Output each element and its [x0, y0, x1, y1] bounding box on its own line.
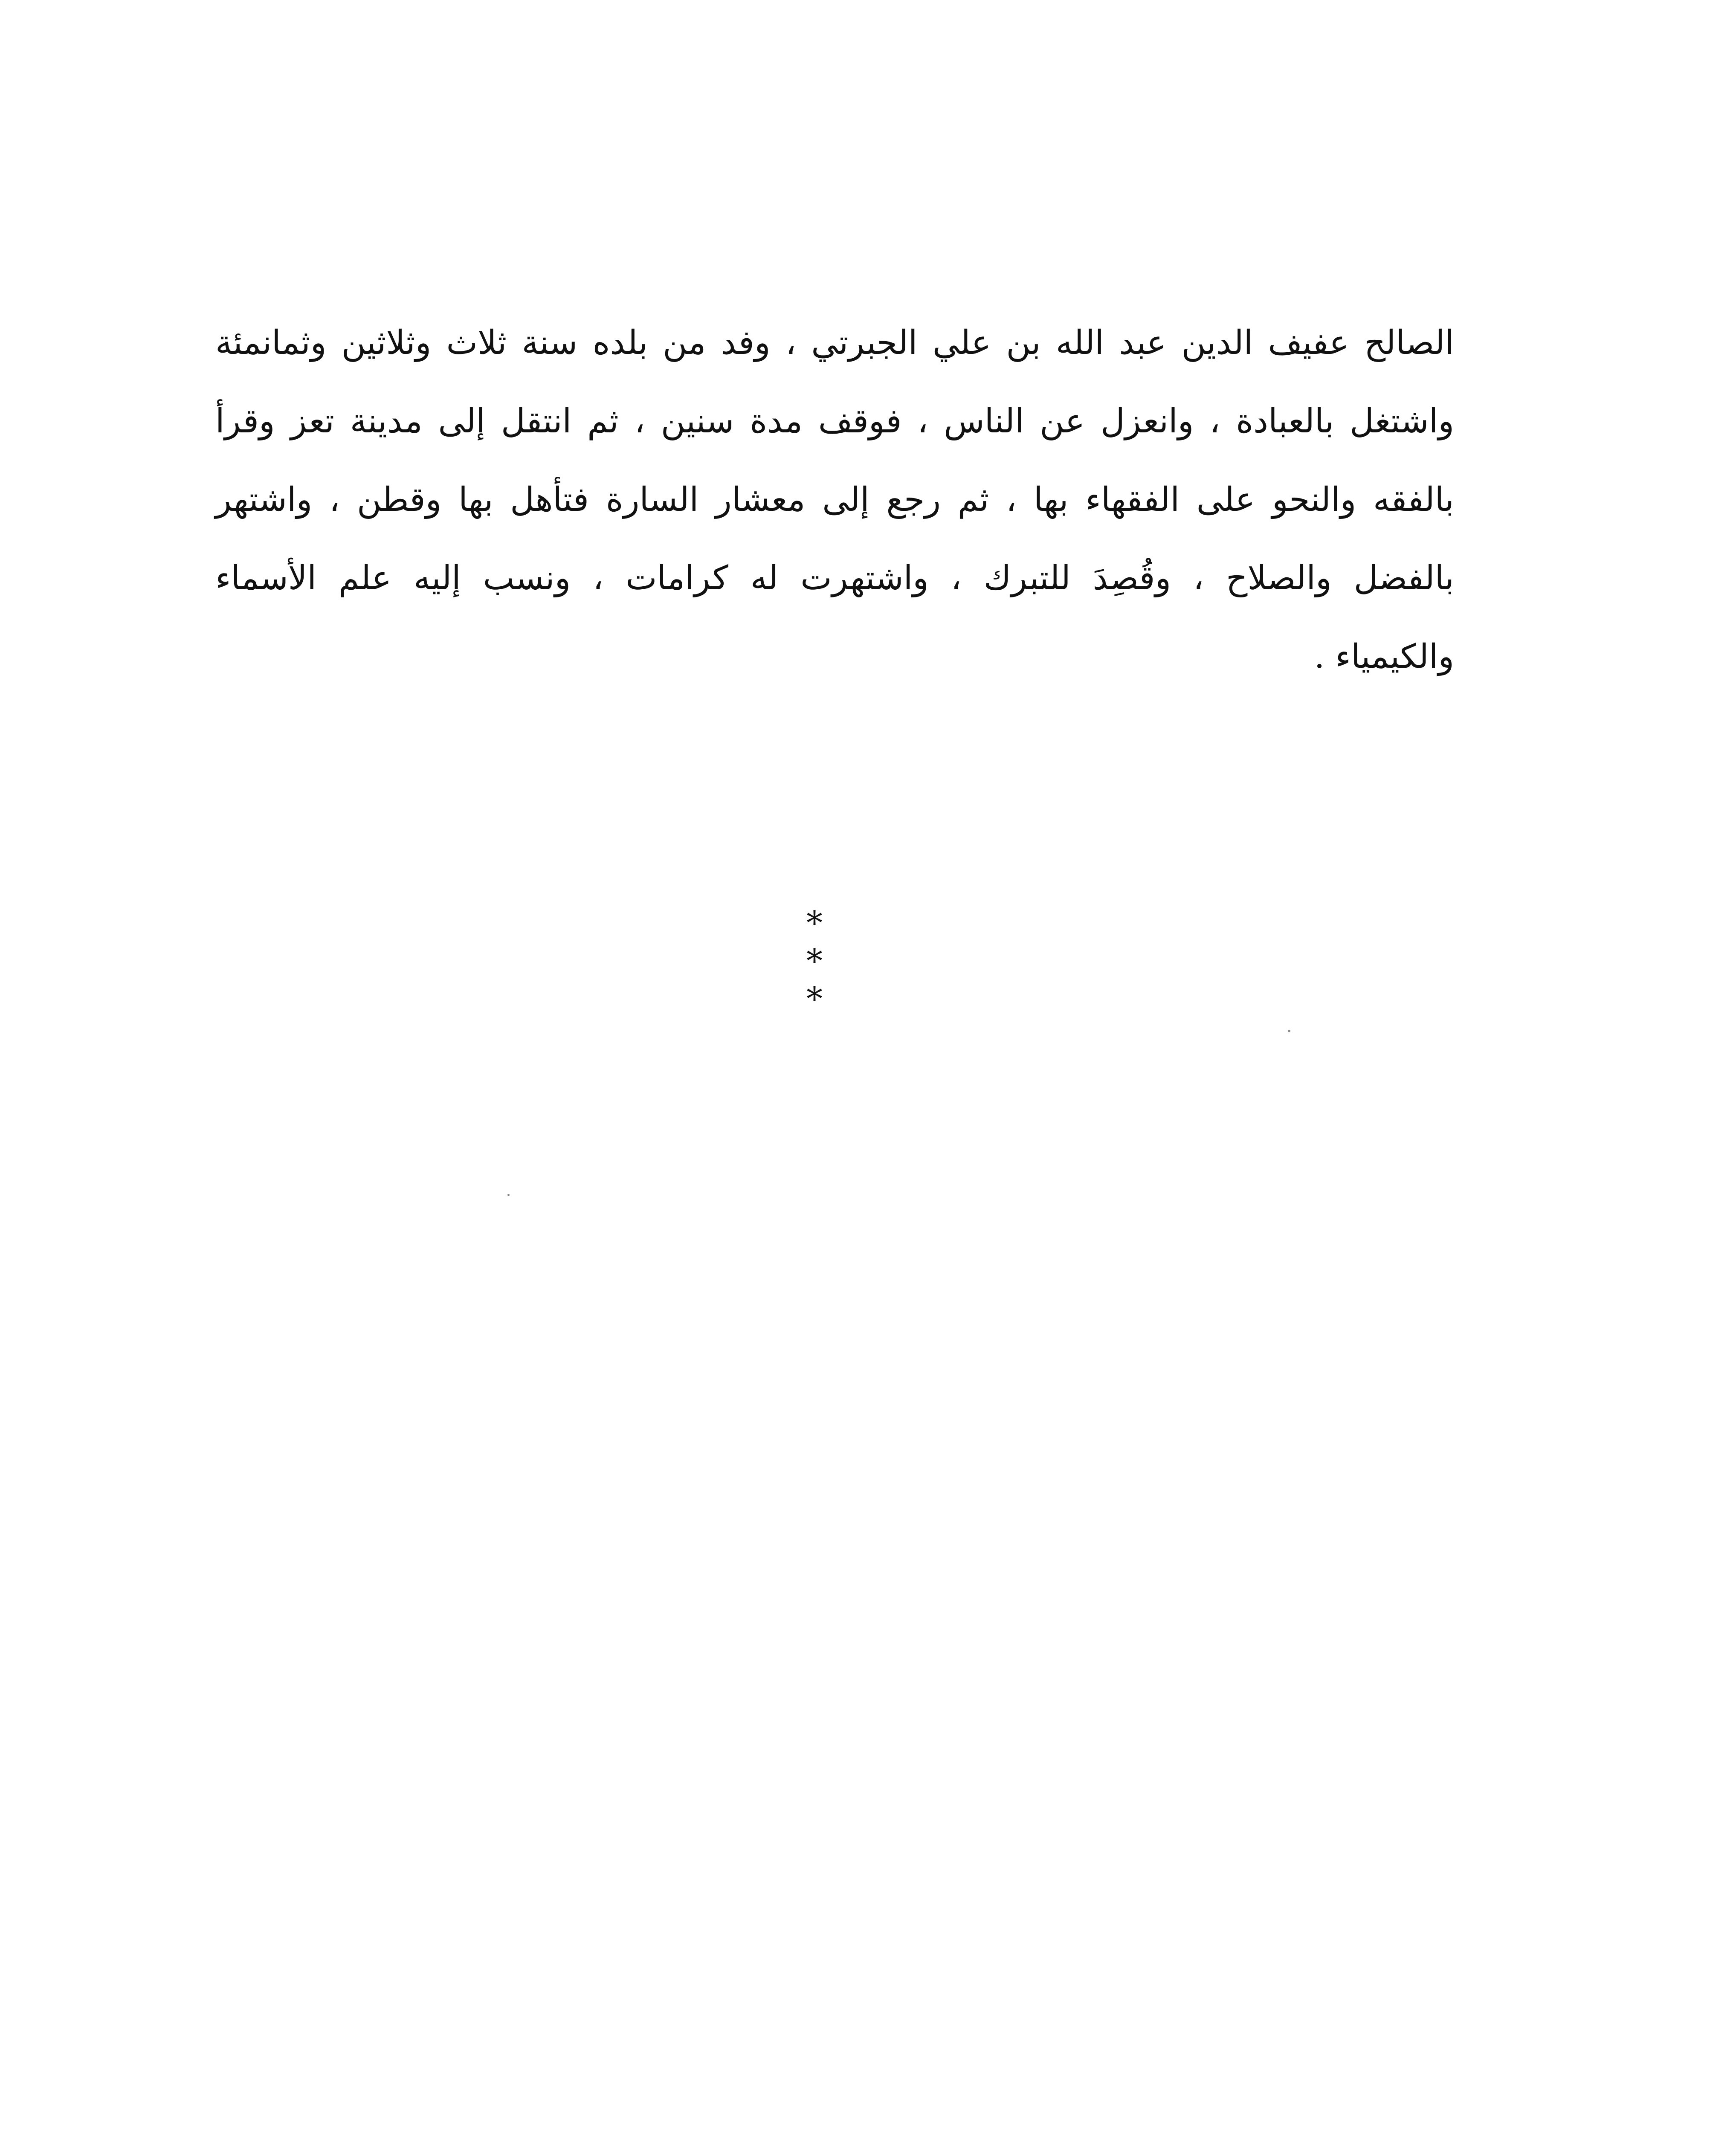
- paragraph-line: واشتغل بالعبادة ، وانعزل عن الناس ، فوقف مدة سنين ، ثم انتقل إلى مدينة تعز وقرأ: [215, 402, 1454, 440]
- section-separator: * * *: [806, 904, 899, 1018]
- paragraph-line: بالفضل والصلاح ، وقُصِدَ للتبرك ، واشتهرت له كرامات ، ونسب إليه علم الأسماء: [215, 559, 1454, 597]
- body-paragraph: [215, 304, 1454, 696]
- paragraph-line: بالفقه والنحو على الفقهاء بها ، ثم رجع إلى معشار السارة فتأهل بها وقطن ، واشتهر: [215, 481, 1454, 519]
- paragraph-line: الصالح عفيف الدين عبد الله بن علي الجبرتي ، وفد من بلده سنة ثلاث وثلاثين وثمانمئة: [215, 324, 1454, 362]
- paragraph-line: والكيمياء .: [1314, 637, 1454, 676]
- scan-speck: [1288, 1030, 1290, 1032]
- scan-speck: [507, 1194, 510, 1196]
